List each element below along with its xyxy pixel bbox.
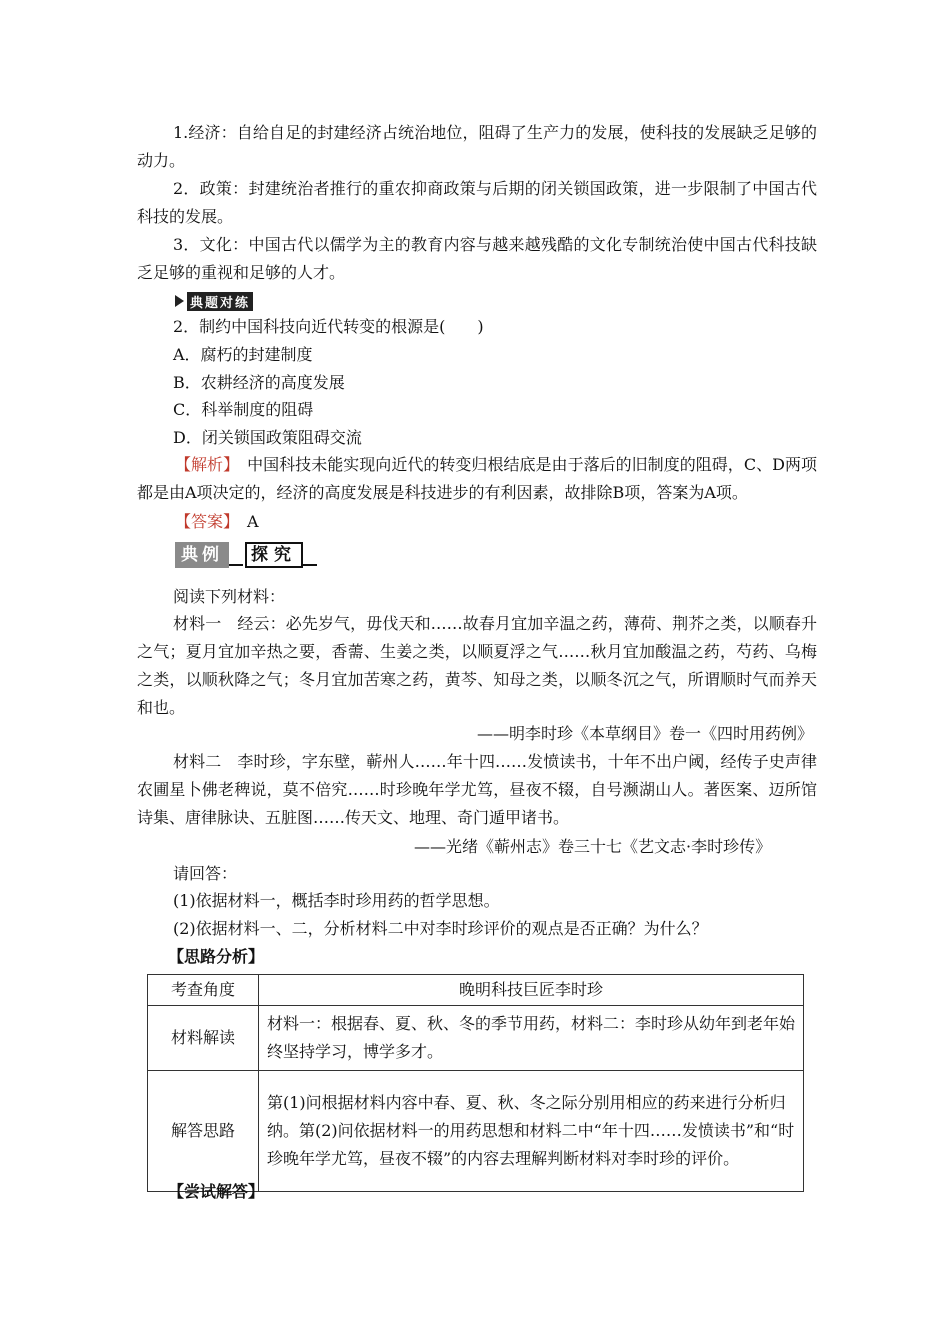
- table-row: [148, 1006, 804, 1071]
- material-two: 材料二 李时珍，字东壁，蕲州人……年十四……发愤读书，十年不出户阈，经传子史声律农圃星卜佛老稗说，莫不倍究……时珍晚年学尤笃，昼夜不辍，自号濒湖山人。著医案、迈所馆诗集、唐律脉诀、五脏图……传天文、地理、奇门遁甲诸书。: [137, 752, 817, 827]
- analysis-label: 【解析】: [175, 455, 232, 474]
- example-badge-part2: 探究: [245, 542, 303, 568]
- practice-badge-text: 典题对练: [187, 292, 253, 311]
- analysis-table: [147, 974, 804, 1192]
- question-analysis: [137, 451, 817, 507]
- factor-label: 2．政策：: [173, 179, 249, 198]
- table-cell: 材料一：根据春、夏、秋、冬的季节用药，材料二：李时珍从幼年到老年始终坚持学习，博学多才。: [259, 1006, 804, 1071]
- table-cell: 晚明科技巨匠李时珍: [259, 975, 804, 1006]
- factor-culture: [137, 231, 817, 287]
- table-row: [148, 1071, 804, 1192]
- option-b: B．农耕经济的高度发展: [173, 373, 345, 392]
- example-badge: [175, 542, 317, 568]
- badge-rule: [303, 564, 317, 566]
- factor-label: 3．文化：: [173, 235, 249, 254]
- factor-text: 中国古代以儒学为主的教育内容与越来越残酷的文化专制统治使中国古代科技缺乏足够的重视和足够的人才。: [137, 235, 817, 282]
- answer-prompt: 请回答：: [173, 864, 238, 883]
- table-row: [148, 975, 804, 1006]
- factor-economy: [137, 119, 817, 175]
- reading-intro: 阅读下列材料：: [173, 587, 286, 606]
- table-cell: 考查角度: [148, 975, 259, 1006]
- material-two-source: ——光绪《蕲州志》卷三十七《艺文志·李时珍传》: [414, 837, 772, 856]
- material-one-source: ——明李时珍《本草纲目》卷一《四时用药例》: [477, 724, 814, 743]
- factor-label: 1.经济：: [173, 123, 237, 142]
- badge-rule: [229, 564, 243, 566]
- option-c: C．科举制度的阻碍: [173, 400, 314, 419]
- question-stem: 2．制约中国科技向近代转变的根源是( ): [173, 317, 484, 336]
- example-badge-part1: 典例: [175, 542, 229, 568]
- try-heading: 【尝试解答】: [168, 1182, 265, 1201]
- table-cell: 材料解读: [148, 1006, 259, 1071]
- triangle-icon: [175, 295, 184, 307]
- sub-question-2: (2)依据材料一、二，分析材料二中对李时珍评价的观点是否正确？为什么？: [173, 919, 708, 938]
- answer-label: 【答案】: [175, 512, 232, 531]
- sub-question-1: (1)依据材料一，概括李时珍用药的哲学思想。: [173, 891, 500, 910]
- option-a: A．腐朽的封建制度: [173, 345, 313, 364]
- question-answer: [175, 511, 259, 533]
- analysis-heading: 【思路分析】: [168, 947, 265, 966]
- option-d: D．闭关锁国政策阻碍交流: [173, 428, 362, 447]
- analysis-text: 中国科技未能实现向近代的转变归根结底是由于落后的旧制度的阻碍，C、D两项都是由A项决定的，经济的高度发展是科技进步的有利因素，故排除B项，答案为A项。: [137, 455, 817, 502]
- practice-badge: [175, 292, 253, 310]
- table-cell: 解答思路: [148, 1071, 259, 1192]
- table-cell: 第(1)问根据材料内容中春、夏、秋、冬之际分别用相应的药来进行分析归纳。第(2)问依据材料一的用药思想和材料二中“年十四……发愤读书”和“时珍晚年学尤笃，昼夜不辍”的内容去理解判断材料对李时珍的评价。: [259, 1071, 804, 1192]
- factor-policy: [137, 175, 817, 231]
- factor-text: 封建统治者推行的重农抑商政策与后期的闭关锁国政策，进一步限制了中国古代科技的发展。: [137, 179, 817, 226]
- material-one: 材料一 经云：必先岁气，毋伐天和……故春月宜加辛温之药，薄荷、荆芥之类，以顺春升之气；夏月宜加辛热之要，香薷、生姜之类，以顺夏浮之气……秋月宜加酸温之药，芍药、乌梅之类，以顺秋降之气；冬月宜加苦寒之药，黄芩、知母之类，以顺冬沉之气，所谓顺时气而养天和也。: [137, 614, 817, 717]
- factor-text: 自给自足的封建经济占统治地位，阻碍了生产力的发展，使科技的发展缺乏足够的动力。: [137, 123, 817, 170]
- answer-text: A: [231, 512, 259, 531]
